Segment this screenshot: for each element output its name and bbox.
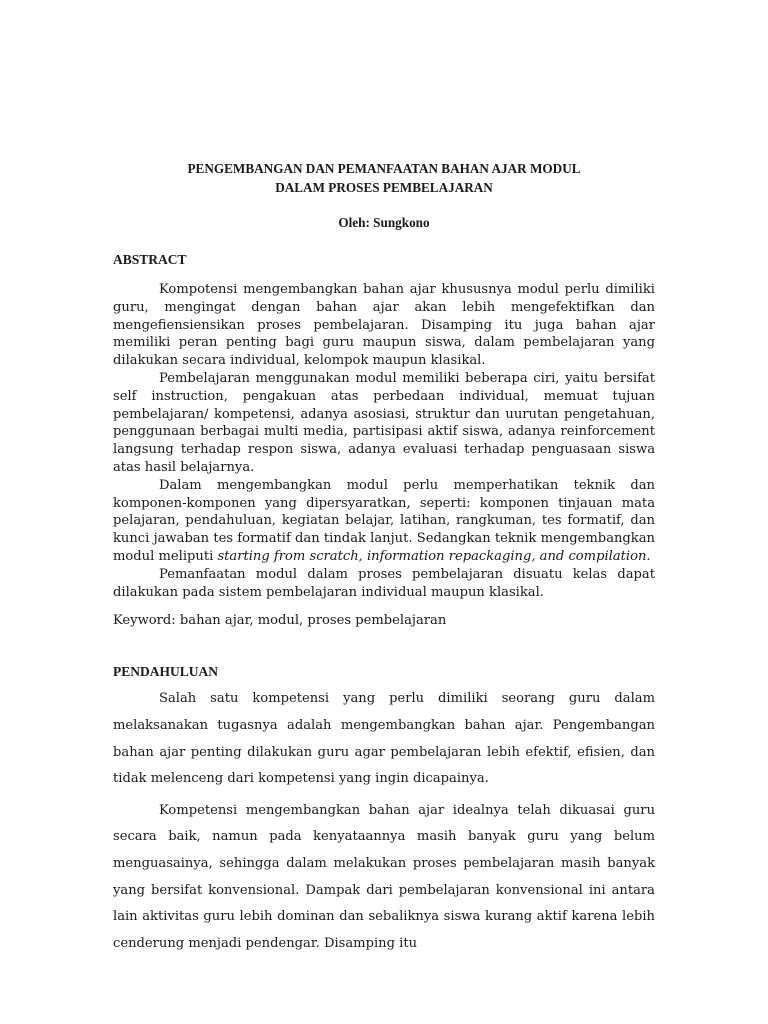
abstract-body <box>113 281 655 601</box>
abstract-paragraph-3 <box>113 477 655 566</box>
section-heading-pendahuluan: PENDAHULUAN <box>113 664 219 680</box>
abstract-paragraph-3-text: Dalam mengembangkan modul perlu memperhatikan teknik dan komponen-komponen yang dipersyaratkan, seperti: komponen tinjauan mata pelajaran, pendahuluan, kegiatan belajar, latihan, rangkuman, tes formatif, dan kunci jawaban tes formatif dan tindak lanjut. Sedangkan teknik mengembangkan modul meliputi <box>113 477 655 564</box>
document-title <box>113 159 655 197</box>
body-paragraph-2: Kompetensi mengembangkan bahan ajar idealnya telah dikuasai guru secara baik, namun pada kenyataannya masih banyak guru yang belum menguasainya, sehingga dalam melakukan proses pembelajaran masih banyak yang bersifat konvensional. Dampak dari pembelajaran konvensional ini antara lain aktivitas guru lebih dominan dan sebaliknya siswa kurang aktif karena lebih cenderung menjadi pendengar. Disamping itu <box>113 802 655 951</box>
section-body <box>113 686 655 957</box>
abstract-paragraph-4: Pemanfaatan modul dalam proses pembelajaran disuatu kelas dapat dilakukan pada sistem pembelajaran individual maupun klasikal. <box>113 566 655 600</box>
document-content <box>113 159 655 962</box>
author-line: Oleh: Sungkono <box>338 215 430 230</box>
abstract-paragraph-2: Pembelajaran menggunakan modul memiliki beberapa ciri, yaitu bersifat self instruction, pengakuan atas perbedaan individual, memuat tujuan pembelajaran/ kompetensi, adanya asosiasi, struktur dan uurutan pengetahuan, penggunaan berbagai multi media, partisipasi aktif siswa, adanya reinforcement langsung terhadap respon siswa, adanya evaluasi terhadap penguasaan siswa atas hasil belajarnya. <box>113 370 655 475</box>
body-paragraph-1: Salah satu kompetensi yang perlu dimiliki seorang guru dalam melaksanakan tugasnya adalah mengembangkan bahan ajar. Pengembangan bahan ajar penting dilakukan guru agar pembelajaran lebih efektif, efisien, dan tidak melenceng dari kompetensi yang ingin dicapainya. <box>113 691 655 787</box>
keyword-line: Keyword: bahan ajar, modul, proses pembelajaran <box>113 613 447 629</box>
abstract-paragraph-3-italic: starting from scratch, information repackaging, and compilation. <box>217 548 651 564</box>
abstract-heading: ABSTRACT <box>113 252 187 267</box>
abstract-paragraph-1: Kompotensi mengembangkan bahan ajar khususnya modul perlu dimiliki guru, mengingat dengan bahan ajar akan lebih mengefektifkan dan mengefiensiensikan proses pembelajaran. Disamping itu juga bahan ajar memiliki peran penting bagi guru maupun siswa, dalam pembelajaran yang dilakukan secara individual, kelompok maupun klasikal. <box>113 282 655 369</box>
title-line-2: DALAM PROSES PEMBELAJARAN <box>275 180 493 195</box>
title-line-1: PENGEMBANGAN DAN PEMANFAATAN BAHAN AJAR MODUL <box>187 161 581 176</box>
